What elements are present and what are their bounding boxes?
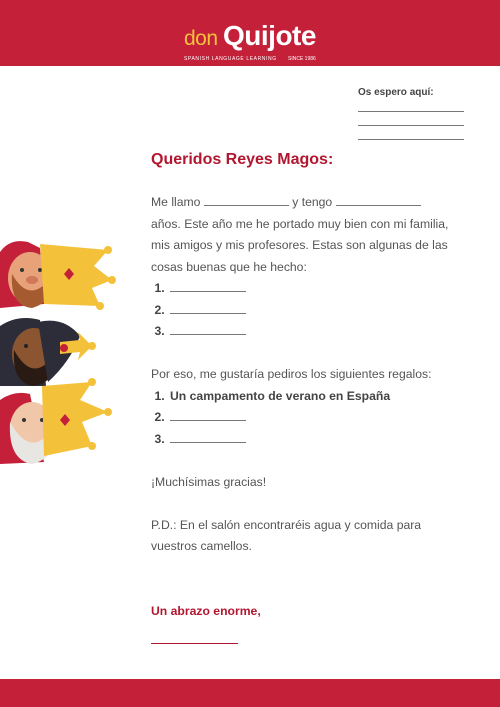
list-item xyxy=(168,300,451,322)
wishes-list xyxy=(151,386,451,451)
wish-blank-2 xyxy=(170,409,246,421)
thanks-text: ¡Muchísimas gracias! xyxy=(151,474,267,489)
logo-tagline: SPANISH LANGUAGE LEARNING xyxy=(184,56,277,62)
wish-blank-3 xyxy=(170,431,246,443)
address-line-3 xyxy=(358,127,464,140)
letter-title: Queridos Reyes Magos: xyxy=(151,151,334,168)
letter-body xyxy=(151,192,451,652)
three-kings-illustration xyxy=(0,236,120,476)
address-line-2 xyxy=(358,113,464,126)
logo-since: SINCE 1986 xyxy=(288,56,316,62)
list-item xyxy=(168,278,451,300)
ps-text: P.D.: En el salón encontraréis agua y comida para vuestros camellos. xyxy=(151,517,422,553)
signature-line xyxy=(151,633,238,644)
intro-paragraph xyxy=(151,192,451,278)
address-line-1 xyxy=(358,99,464,112)
good-deed-blank-1 xyxy=(170,280,246,292)
address-block xyxy=(358,87,464,140)
intro-text-a: Me llamo xyxy=(151,195,204,209)
good-deeds-list xyxy=(151,278,451,343)
king-3-icon xyxy=(0,378,112,464)
list-item xyxy=(168,429,451,451)
good-deed-blank-2 xyxy=(170,302,246,314)
address-label: Os espero aquí: xyxy=(358,87,434,98)
donquijote-logo xyxy=(184,10,334,60)
king-2-icon xyxy=(0,318,96,386)
age-blank xyxy=(336,194,421,206)
header-bar xyxy=(0,0,500,66)
list-item xyxy=(168,407,451,429)
list-item xyxy=(168,386,451,408)
list-item xyxy=(168,321,451,343)
good-deed-blank-3 xyxy=(170,323,246,335)
footer-bar xyxy=(0,679,500,707)
king-1-icon xyxy=(0,241,116,310)
logo-quijote: Quijote xyxy=(223,20,316,51)
logo-don: don xyxy=(184,27,218,50)
wishes-intro: Por eso, me gustaría pediros los siguientes regalos: xyxy=(151,367,432,381)
wish-1-text: Un campamento de verano en España xyxy=(170,388,391,403)
closing-text: Un abrazo enorme, xyxy=(151,603,261,618)
intro-text-c: años. Este año me he portado muy bien con mi familia, mis amigos y mis profesores. Estas son algunas de las cosas buenas que he hecho: xyxy=(151,216,449,274)
name-blank xyxy=(204,194,289,206)
intro-text-b: y tengo xyxy=(288,195,336,209)
